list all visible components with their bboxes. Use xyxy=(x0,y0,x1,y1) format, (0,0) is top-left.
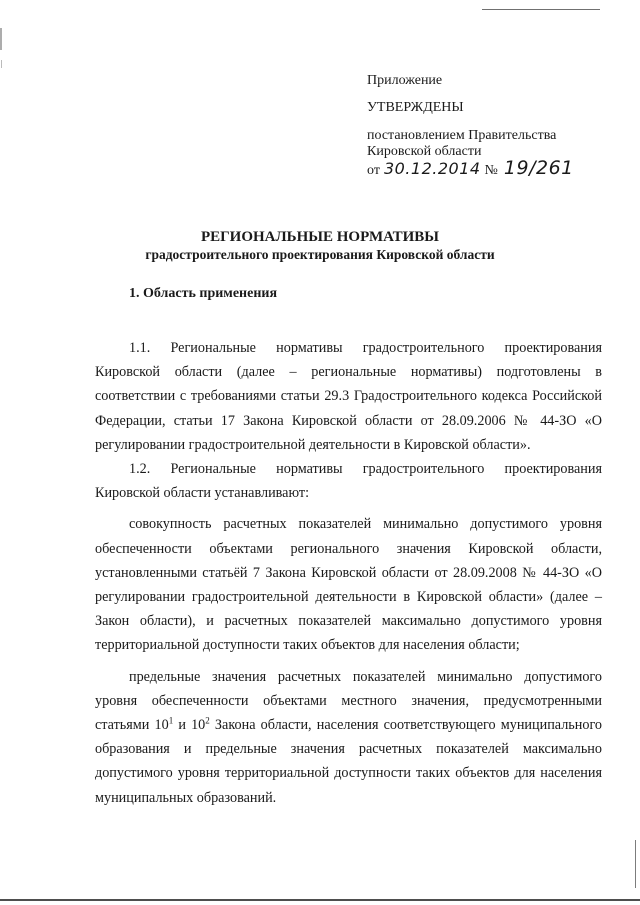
paragraph-local-text-2: и 10 xyxy=(173,717,206,734)
approved-label: УТВЕРЖДЕНЫ xyxy=(367,100,464,115)
scan-artifact-left-mark-small xyxy=(1,60,2,68)
paragraph-1-1: 1.1. Региональные нормативы градостроительного проектирования Кировской области (далее – региональные нормативы) подготовлены в соответствии с требованиями статьи 29.3 Градостроительного кодекса Российской Федерации, статьи 17 Закона Кировской области от 28.09.2006 № 44-ЗО «О регулировании градостроительной деятельности в Кировской области». xyxy=(95,340,602,453)
scan-artifact-bottom-line xyxy=(0,899,640,901)
superscript-1: 1 xyxy=(168,715,174,726)
scan-artifact-left-mark xyxy=(0,28,2,50)
superscript-2: 2 xyxy=(205,715,210,726)
scan-artifact-right-line xyxy=(635,840,636,888)
number-sign: № xyxy=(484,163,498,178)
handwritten-number: 19/261 xyxy=(503,157,574,179)
paragraph-1-2: 1.2. Региональные нормативы градостроительного проектирования Кировской области устанавливают: xyxy=(95,461,602,502)
paragraph-local-text-1: предельные значения расчетных показателей минимально допустимого уровня обеспеченности объектами местного значения, предусмотренными статьями 10 xyxy=(95,668,602,734)
paragraph-regional-indicators: совокупность расчетных показателей минимально допустимого уровня обеспеченности объектами регионального значения Кировской области, установленными статьёй 7 Закона Кировской области от 28.09.2008 № 44-ЗО «О регулировании градостроительной деятельности в Кировской области» (далее – Закон области), и расчетных показателей максимально допустимого уровня территориальной доступности таких объектов для населения области; xyxy=(95,516,602,654)
date-prefix: от xyxy=(367,163,380,178)
document-subtitle: градостроительного проектирования Кировской области xyxy=(145,247,495,262)
section-heading: 1. Область применения xyxy=(129,286,278,301)
decree-line: постановлением Правительства xyxy=(367,128,557,143)
date-number-line xyxy=(367,157,617,179)
appendix-label: Приложение xyxy=(367,73,443,88)
region-line: Кировской области xyxy=(367,144,482,159)
document-title: РЕГИОНАЛЬНЫЕ НОРМАТИВЫ xyxy=(200,229,440,245)
document-body xyxy=(95,336,602,817)
handwritten-date: 30.12.2014 xyxy=(383,159,481,178)
paragraph-local-text-3: Закона области, населения соответствующего муниципального образования и предельные значения расчетных показателей максимально допустимого уровня территориальной доступности таких объектов для населения муниципальных образований. xyxy=(95,717,603,806)
scan-artifact-top-line xyxy=(482,9,600,10)
paragraph-local-indicators xyxy=(95,665,602,810)
approval-block xyxy=(367,73,617,179)
